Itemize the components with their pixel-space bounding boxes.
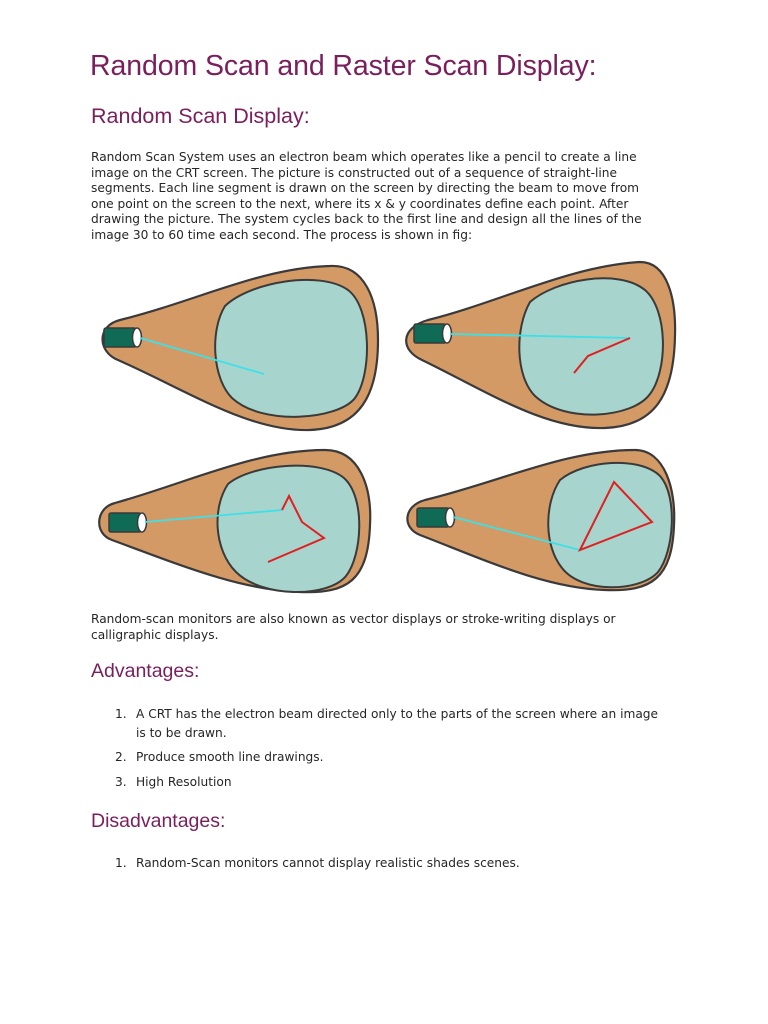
list-item-text: A CRT has the electron beam directed only to the parts of the screen where an image (136, 707, 659, 721)
list-item-text: High Resolution (136, 774, 232, 789)
electron-gun (109, 513, 141, 532)
crt-screen (548, 463, 672, 587)
electron-gun (417, 508, 449, 527)
crt-screen (519, 278, 663, 414)
list-item-text: Random-Scan monitors cannot display realistic shades scenes. (136, 856, 520, 870)
crt-panel-2 (406, 262, 675, 428)
page-title: Random Scan and Raster Scan Display: (90, 50, 597, 82)
vector-display-paragraph (91, 612, 681, 643)
list-item-number: 2. (115, 750, 127, 764)
advantages-list (91, 705, 696, 791)
paragraph-line: calligraphic displays. (91, 627, 219, 642)
advantages-heading: Advantages: (91, 660, 200, 682)
list-item-number: 1. (115, 707, 127, 721)
crt-screen (218, 466, 360, 592)
electron-gun (104, 328, 136, 347)
list-item (91, 773, 696, 792)
list-item (91, 705, 696, 742)
disadvantages-heading: Disadvantages: (91, 810, 226, 832)
intro-line: image 30 to 60 time each second. The process is shown in fig: (91, 227, 473, 242)
list-item-text: Produce smooth line drawings. (136, 750, 324, 764)
crt-screen (215, 280, 367, 417)
disadvantages-list (91, 854, 696, 873)
intro-line: one point on the screen to the next, where its x & y coordinates define each point. After (91, 196, 629, 211)
crt-panel-1 (103, 266, 379, 430)
crt-panel-4 (407, 450, 674, 590)
intro-line: segments. Each line segment is drawn on the screen by directing the beam to move from (91, 181, 640, 196)
intro-line: drawing the picture. The system cycles back to the first line and design all the lines of the (91, 212, 642, 227)
list-item (91, 748, 696, 767)
list-item-text: is to be drawn. (136, 725, 227, 740)
intro-line: image on the CRT screen. The picture is constructed out of a sequence of straight-line (91, 165, 618, 180)
crt-panel-3 (99, 450, 370, 592)
intro-line: Random Scan System uses an electron beam which operates like a pencil to create a line (91, 150, 637, 164)
list-item-number: 3. (115, 774, 127, 789)
list-item (91, 854, 696, 873)
electron-gun (414, 324, 446, 343)
section-heading-random-scan: Random Scan Display: (91, 104, 310, 128)
paragraph-line: Random-scan monitors are also known as vector displays or stroke-writing displays or (91, 612, 616, 626)
list-item-number: 1. (115, 856, 127, 870)
